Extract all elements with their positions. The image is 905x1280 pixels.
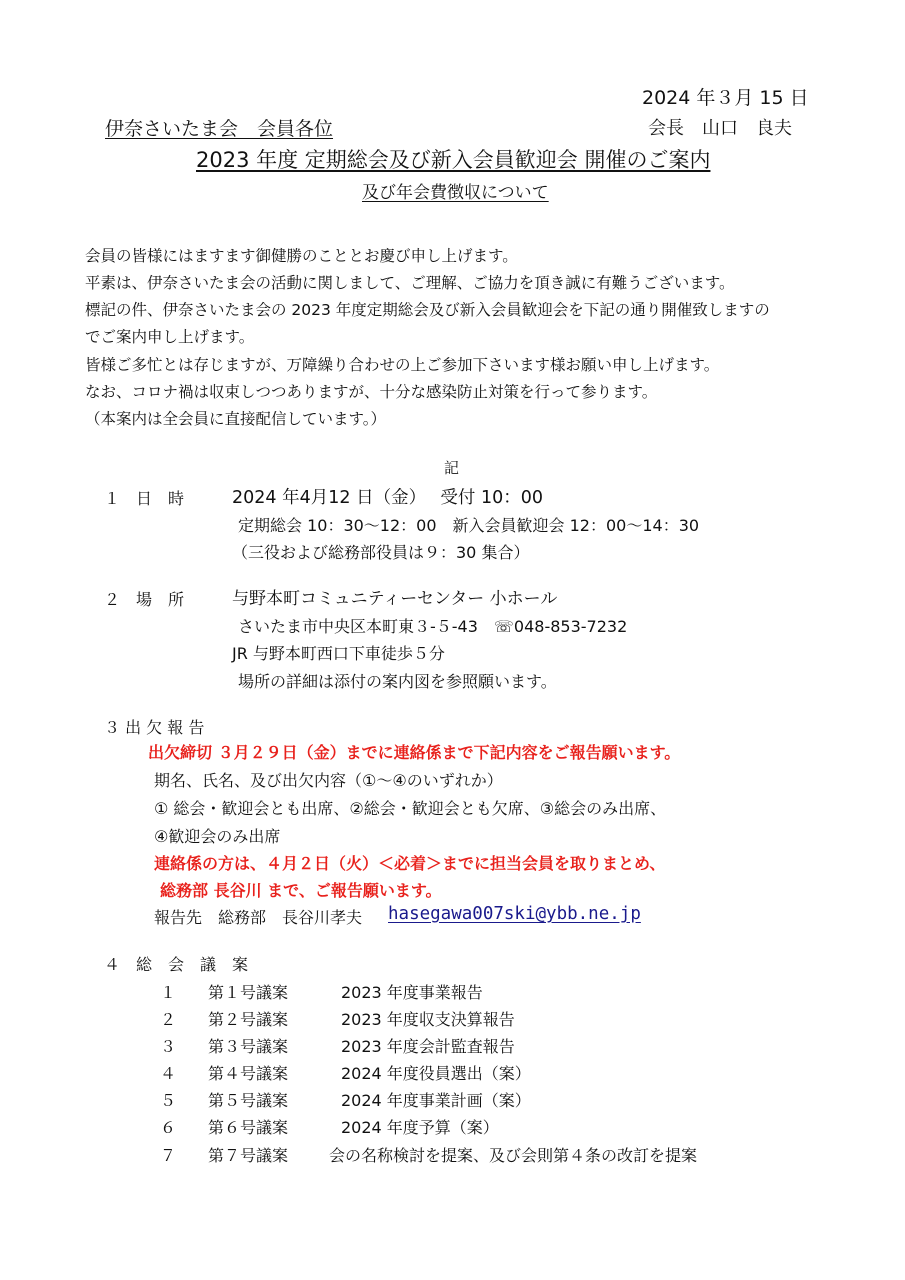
section-datetime-label: １ 日 時 — [104, 489, 185, 508]
agenda-item-name: 第２号議案 — [208, 1010, 289, 1029]
agenda-item-name: 第６号議案 — [208, 1118, 289, 1137]
agenda-item-desc: 2024 年度役員選出（案） — [341, 1064, 531, 1083]
venue-map-note: 場所の詳細は添付の案内図を参照願います。 — [238, 672, 557, 691]
email-link[interactable]: hasegawa007ski@ybb.ne.jp — [388, 904, 641, 924]
greeting-line: （本案内は全会員に直接配信しています。） — [85, 410, 387, 428]
section-agenda-label: ４ 総 会 議 案 — [104, 955, 249, 974]
greeting-line: 会員の皆様にはますます御健勝のこととお慶び申し上げます。 — [85, 247, 518, 265]
event-date: 2024 年4月12 日（金） 受付 10：00 — [232, 488, 543, 508]
agenda-number: ３ — [160, 1037, 177, 1056]
agenda-item-name: 第１号議案 — [208, 983, 289, 1002]
greeting-line: でご案内申し上げます。 — [85, 328, 255, 346]
venue-name: 与野本町コミュニティーセンター 小ホール — [232, 589, 558, 609]
sender: 会長 山口 良夫 — [648, 118, 792, 139]
attendance-deadline: 出欠締切 ３月２９日（金）までに連絡係まで下記内容をご報告願います。 — [148, 743, 681, 762]
event-assembly-note: （三役および総務部役員は９：30 集合） — [232, 543, 530, 562]
greeting-line: なお、コロナ禍は収束しつつありますが、十分な感染防止対策を行って参ります。 — [85, 383, 658, 401]
document-title: 2023 年度 定期総会及び新入会員歓迎会 開催のご案内 — [196, 148, 711, 172]
ki-marker: 記 — [444, 459, 460, 477]
agenda-number: ２ — [160, 1010, 177, 1029]
agenda-item-name: 第５号議案 — [208, 1091, 289, 1110]
section-attendance-label: ３ 出 欠 報 告 — [104, 718, 205, 737]
agenda-item-desc: 会の名称検討を提案、及び会則第４条の改訂を提案 — [329, 1146, 698, 1165]
agenda-item-desc: 2023 年度会計監査報告 — [341, 1037, 515, 1056]
venue-access: JR 与野本町西口下車徒歩５分 — [232, 644, 445, 663]
attendance-content: 期名、氏名、及び出欠内容（①～④のいずれか） — [154, 771, 503, 790]
venue-address: さいたま市中央区本町東３-５-43 ☏048-853-7232 — [238, 617, 628, 636]
greeting-line: 標記の件、伊奈さいたま会の 2023 年度定期総会及び新入会員歓迎会を下記の通り開催致しますの — [85, 301, 770, 319]
agenda-item-desc: 2024 年度事業計画（案） — [341, 1091, 531, 1110]
document-subtitle: 及び年会費徴収について — [362, 183, 549, 203]
agenda-number: ６ — [160, 1118, 177, 1137]
section-venue-label: ２ 場 所 — [104, 590, 185, 609]
attendance-options: ④歓迎会のみ出席 — [154, 827, 281, 846]
agenda-item-name: 第４号議案 — [208, 1064, 289, 1083]
report-to: 報告先 総務部 長谷川孝夫 — [154, 908, 363, 927]
attendance-options: ① 総会・歓迎会とも出席、②総会・歓迎会とも欠席、③総会のみ出席、 — [154, 799, 667, 818]
agenda-item-desc: 2023 年度事業報告 — [341, 983, 483, 1002]
document-date: 2024 年３月 15 日 — [642, 87, 809, 109]
agenda-number: ７ — [160, 1146, 177, 1165]
agenda-number: ５ — [160, 1091, 177, 1110]
contact-instruction: 総務部 長谷川 まで、ご報告願います。 — [160, 881, 442, 900]
greeting-line: 平素は、伊奈さいたま会の活動に関しまして、ご理解、ご協力を頂き誠に有難うございます。 — [85, 274, 735, 292]
agenda-item-name: 第７号議案 — [208, 1146, 289, 1165]
agenda-item-desc: 2023 年度収支決算報告 — [341, 1010, 515, 1029]
event-schedule: 定期総会 10：30～12：00 新入会員歓迎会 12：00～14：30 — [238, 516, 700, 535]
agenda-number: １ — [160, 983, 177, 1002]
agenda-number: ４ — [160, 1064, 177, 1083]
greeting-line: 皆様ご多忙とは存じますが、万障繰り合わせの上ご参加下さいます様お願い申し上げます。 — [85, 356, 720, 374]
contact-instruction: 連絡係の方は、４月２日（火）＜必着＞までに担当会員を取りまとめ、 — [154, 854, 666, 873]
agenda-item-desc: 2024 年度予算（案） — [341, 1118, 499, 1137]
agenda-item-name: 第３号議案 — [208, 1037, 289, 1056]
addressee: 伊奈さいたま会 会員各位 — [105, 118, 334, 140]
